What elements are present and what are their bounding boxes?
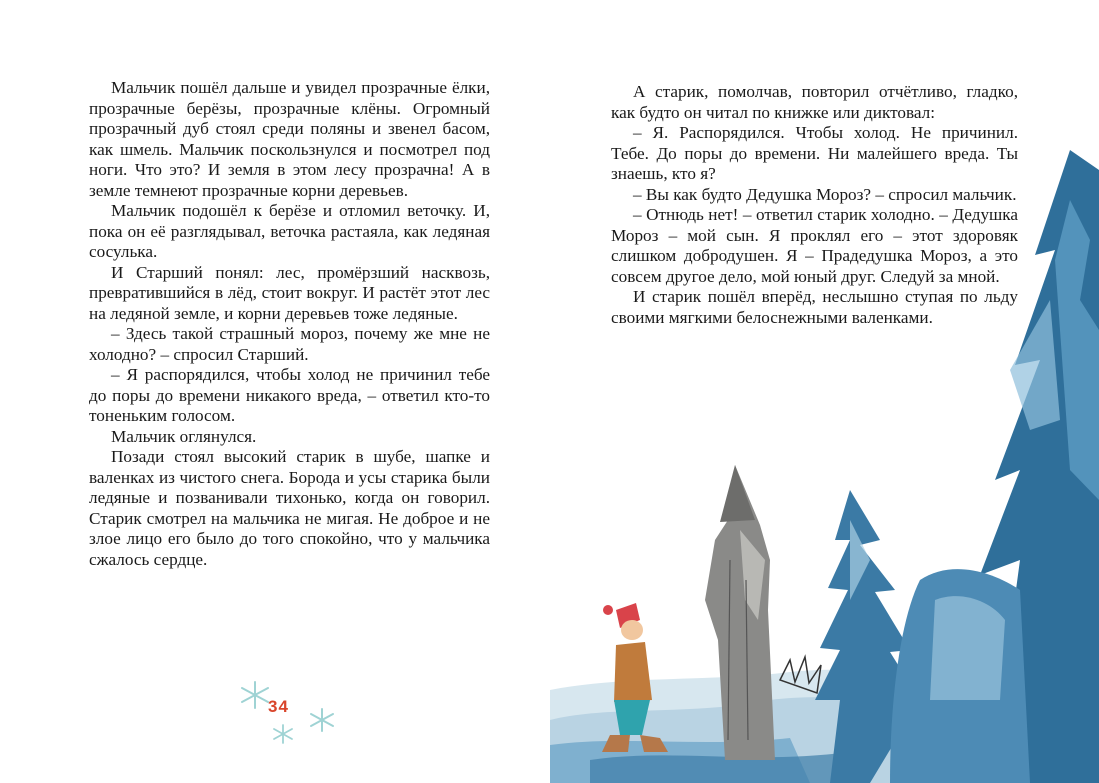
snowflake-icon [238,680,272,710]
paragraph: – Я распорядился, чтобы холод не причинил тебе до поры до времени никакого вреда, – ответил кто-то тоненьким голосом. [89,365,490,425]
paragraph: Мальчик пошёл дальше и увидел прозрачные ёлки, прозрачные берёзы, прозрачные клёны. Огромный прозрачный дуб стоял среди поляны и звенел басом, как шмель. Мальчик поскользнулся и посмотрел под ноги. Что это? И земля в этом лесу прозрачна! А в земле темнеют прозрачные корни деревьев. [89,78,490,200]
paragraph: Мальчик оглянулся. [111,426,257,446]
paragraph: – Здесь такой страшный мороз, почему же мне не холодно? – спросил Старший. [89,324,490,364]
page-number: 34 [268,697,289,716]
snowflake-icon [272,724,294,744]
right-page [550,0,1099,783]
left-text-column [89,78,490,570]
paragraph: И старик пошёл вперёд, неслышно ступая по льду своими мягкими белоснежными валенками. [611,287,1018,327]
paragraph: И Старший понял: лес, промёрзший насквозь, превратившийся в лёд, стоит вокруг. И растёт этот лес на ледяной земле, и корни деревьев тоже ледяные. [89,262,490,323]
paragraph: – Вы как будто Дедушка Мороз? – спросил мальчик. [633,184,1017,204]
paragraph: – Отнюдь нет! – ответил старик холодно. – Дедушка Мороз – мой сын. Я проклял его – этот здоровяк слишком добродушен. Я – Прадедушка Мороз, а это совсем другое дело, мой юный друг. Следуй за мной. [611,205,1018,286]
paragraph: А старик, помолчав, повторил отчётливо, гладко, как будто он читал по книжке или диктовал: [611,82,1018,122]
snowflake-icon [308,707,336,733]
right-text-column [611,82,1018,328]
paragraph: Мальчик подошёл к берёзе и отломил веточку. И, пока он её разглядывал, веточка растаяла, как ледяная сосулька. [89,201,490,261]
paragraph: – Я. Распорядился. Чтобы холод. Не причинил. Тебе. До поры до времени. Ни малейшего вреда. Ты знаешь, кто я? [611,123,1018,183]
paragraph: Позади стоял высокий старик в шубе, шапке и валенках из чистого снега. Борода и усы старика были ледяные и позванивали тихонько, когда он говорил. Старик смотрел на мальчика не мигая. Не доброе и не злое лицо его было до того спокойно, что у мальчика сжалось сердце. [89,447,490,569]
